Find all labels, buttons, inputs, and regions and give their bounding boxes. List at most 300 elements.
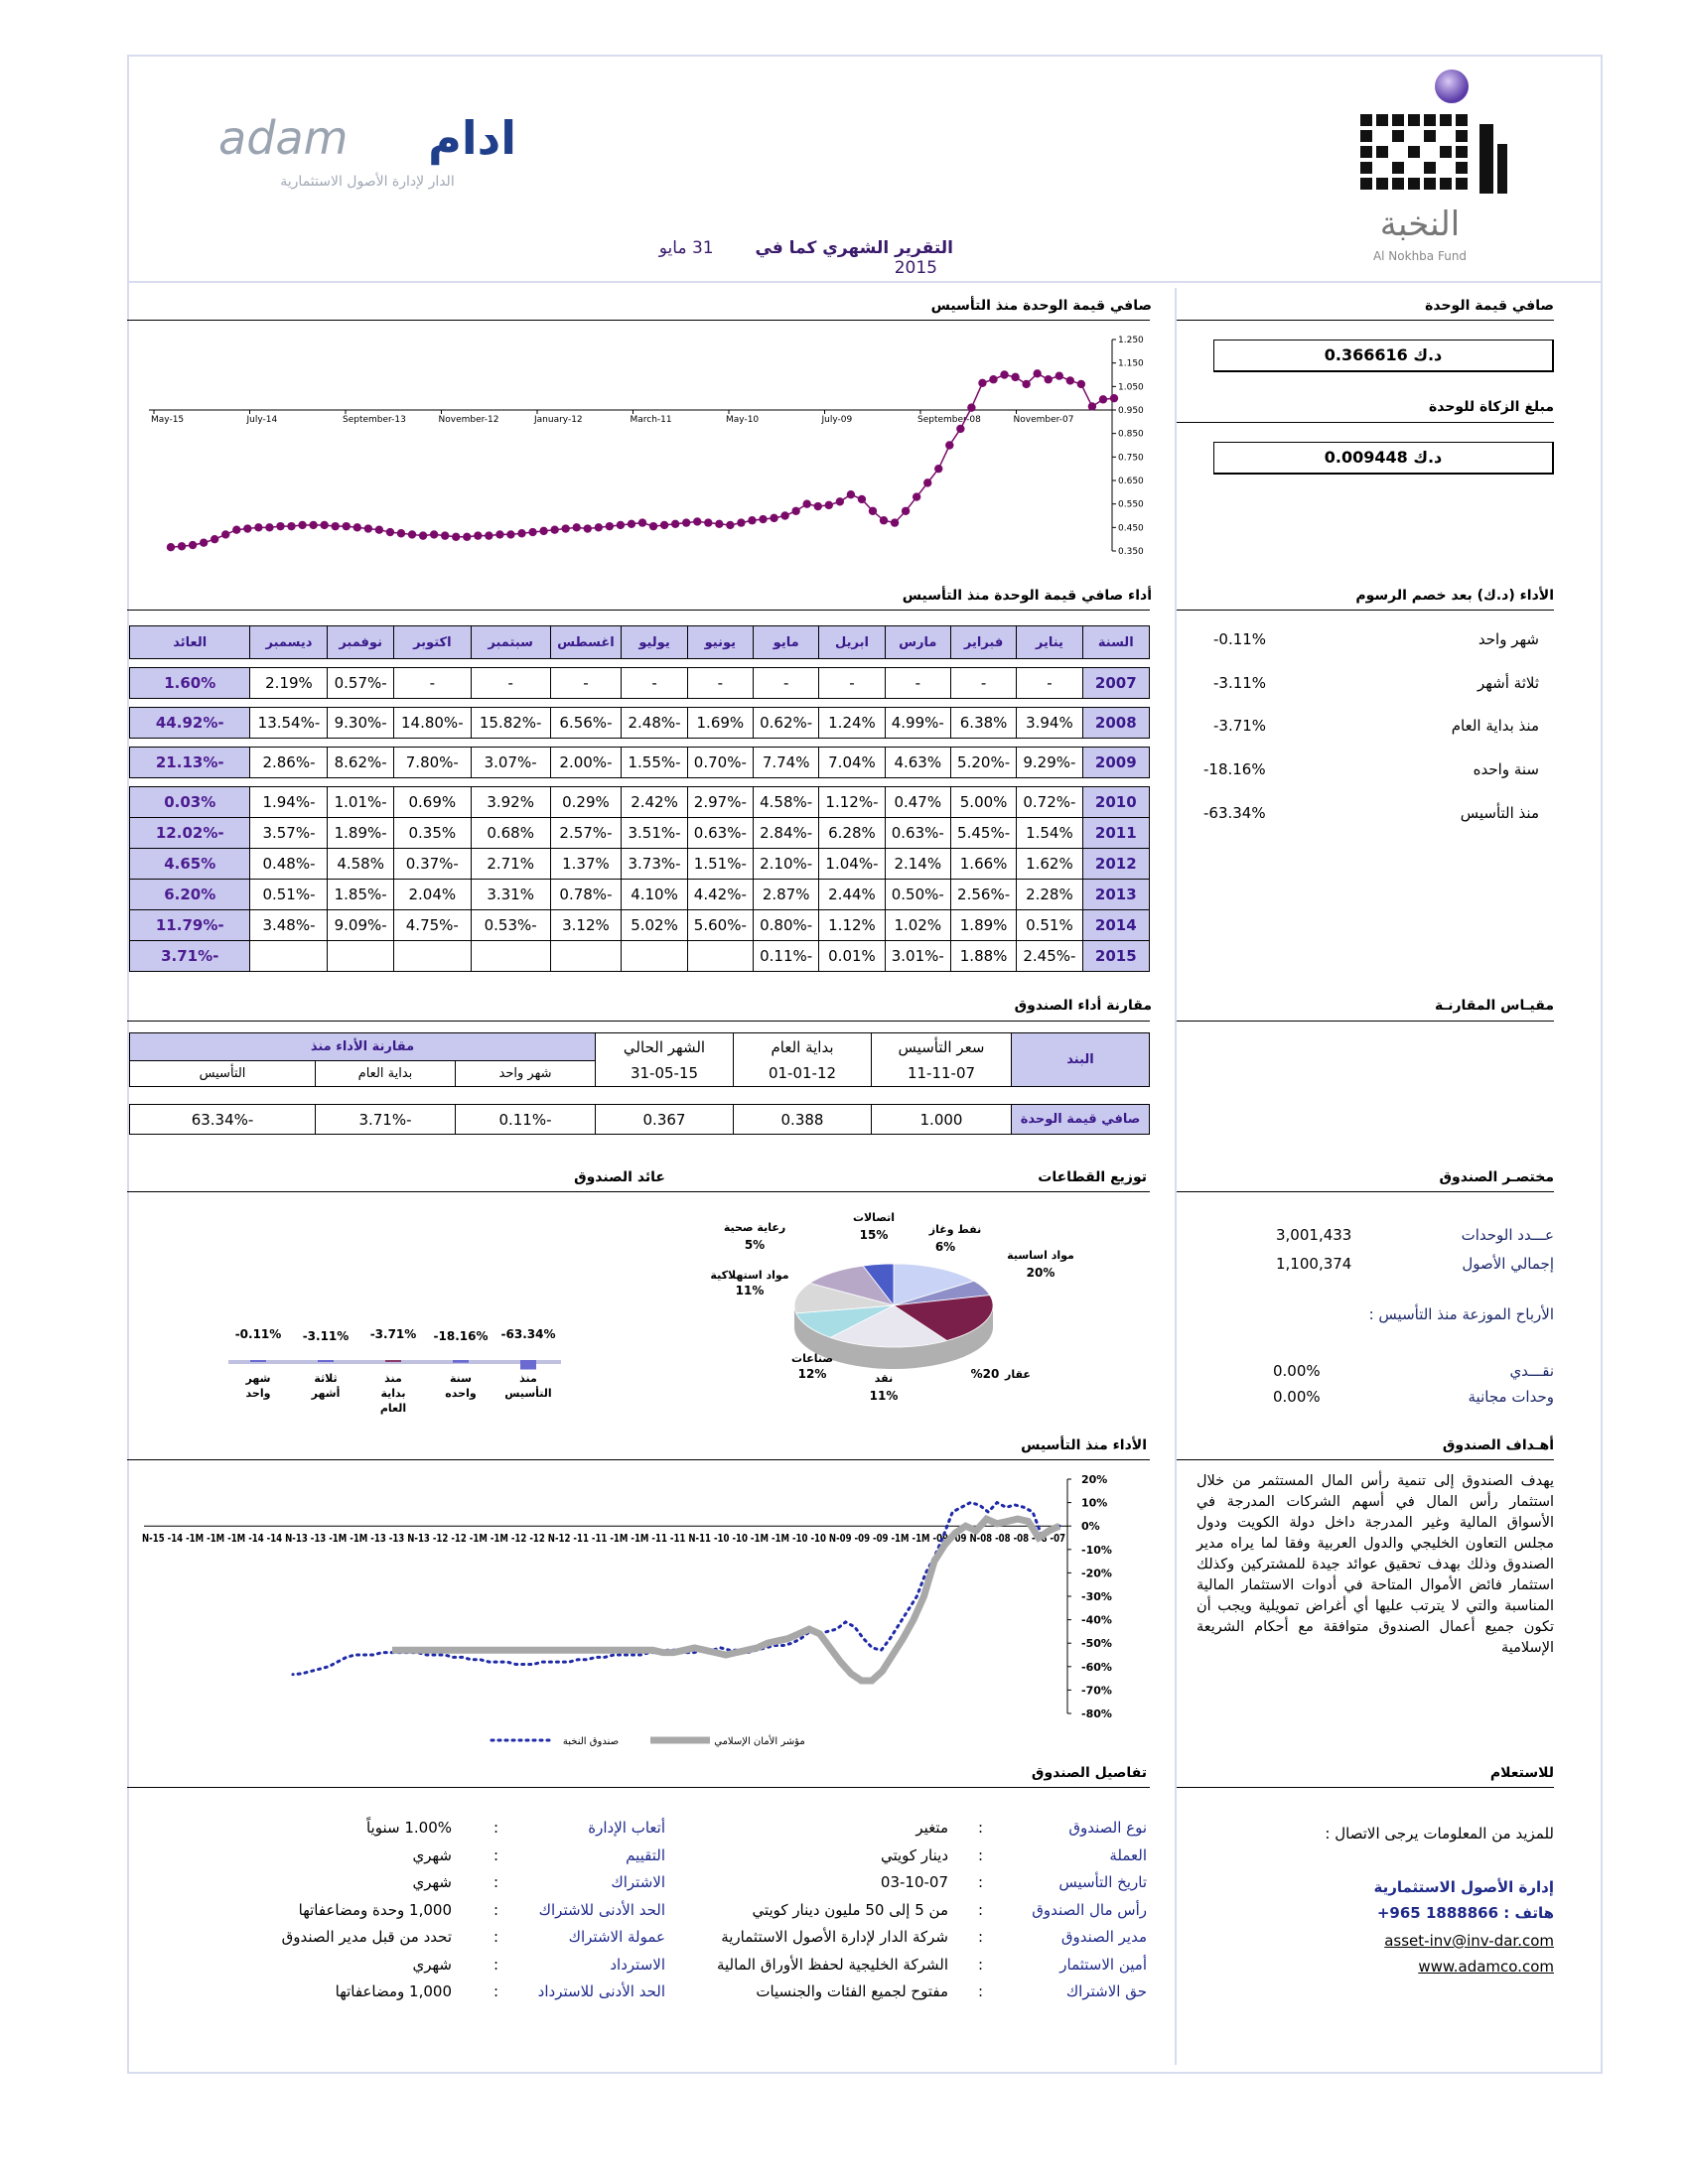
- perf-month-cell: -2.45%: [1017, 941, 1082, 972]
- returns-bar: [250, 1360, 266, 1362]
- cash-value: 0.00%: [1273, 1362, 1321, 1380]
- perf-header-cell: مايو: [754, 626, 819, 659]
- perf-y-tick-label: -50%: [1081, 1637, 1112, 1651]
- detail-value: شهري: [412, 1873, 452, 1891]
- perf-month-cell: -: [1017, 668, 1082, 699]
- table-row: [130, 668, 1150, 699]
- nav-point: [561, 524, 569, 532]
- cash-label: نقـــدي: [1509, 1362, 1554, 1380]
- returns-title: عائد الصندوق: [574, 1169, 665, 1185]
- bonus-label: وحدات مجانية: [1468, 1388, 1554, 1406]
- nav-point: [287, 522, 295, 530]
- nav-point: [232, 526, 240, 534]
- nav-x-tick-label: November-12: [438, 415, 499, 425]
- report-date-year: 2015: [894, 258, 937, 278]
- cmp-row-value: -63.34%: [130, 1105, 316, 1135]
- returns-category-label: العام: [379, 1402, 407, 1415]
- nav-point: [671, 520, 679, 528]
- pie-slice-label: 5%: [744, 1238, 766, 1252]
- perf-month-cell: -2.57%: [550, 818, 622, 849]
- perf-month-cell: -4.75%: [393, 910, 471, 941]
- perf-chart-title: الأداء منذ التأسيس: [1021, 1437, 1147, 1453]
- nav-value-box: [1213, 340, 1554, 372]
- nav-point: [178, 542, 186, 550]
- perf-y-tick-label: -30%: [1081, 1590, 1112, 1603]
- detail-colon: :: [493, 1928, 499, 1946]
- perf-month-cell: 1.54%: [1017, 818, 1082, 849]
- detail-colon: :: [978, 1928, 984, 1946]
- perf-month-cell: -: [471, 668, 550, 699]
- nav-chart-title: صافي قيمة الوحدة منذ التأسيس: [930, 298, 1152, 314]
- nav-point: [167, 543, 175, 551]
- cmp-inception-date: 11-11-07: [872, 1061, 1012, 1087]
- nav-point: [1011, 373, 1019, 381]
- nav-point: [528, 528, 536, 536]
- side-perf-line: [1177, 610, 1554, 611]
- cmp-month-date: 31-05-15: [596, 1061, 734, 1087]
- returns-bar-label: -3.11%: [302, 1329, 350, 1343]
- perf-header-cell: مارس: [885, 626, 950, 659]
- detail-label: الاسترداد: [610, 1955, 665, 1974]
- perf-month-cell: 6.38%: [950, 708, 1016, 739]
- perf-header-cell: اكتوبر: [393, 626, 471, 659]
- perf-month-cell: 1.66%: [950, 849, 1016, 880]
- detail-label: الحد الأدنى للاسترداد: [537, 1982, 665, 2000]
- returns-bar-label: -0.11%: [234, 1327, 282, 1341]
- zakat-title: مبلغ الزكاة للوحدة: [1428, 399, 1554, 415]
- perf-month-cell: 2.42%: [622, 787, 687, 818]
- detail-colon: :: [493, 1845, 499, 1864]
- table-row: [130, 818, 1150, 849]
- perf-return-cell: 0.03%: [130, 787, 250, 818]
- perf-month-cell: 2.71%: [471, 849, 550, 880]
- detail-value: من 5 إلى 50 مليون دينار كويتي: [752, 1900, 948, 1919]
- perf-month-cell: -1.55%: [622, 748, 687, 778]
- nav-point: [945, 441, 953, 449]
- nav-x-tick-label: January-12: [534, 415, 583, 425]
- perf-year-cell: 2010: [1082, 787, 1149, 818]
- nav-x-tick-label: March-11: [630, 415, 672, 425]
- nav-x-tick-label: May-15: [151, 415, 185, 425]
- perf-month-cell: -: [819, 668, 885, 699]
- perf-month-cell: -1.89%: [328, 818, 393, 849]
- perf-return-cell: -11.79%: [130, 910, 250, 941]
- legend-index-label: مؤشر الأمان الإسلامي: [714, 1736, 805, 1747]
- cmp-row-value: 0.367: [596, 1105, 734, 1135]
- assets-value: 1,100,374: [1276, 1255, 1352, 1273]
- perf-y-tick-label: -70%: [1081, 1684, 1112, 1698]
- pie-slice-label: 11%: [735, 1284, 765, 1297]
- perf-month-cell: 1.37%: [550, 849, 622, 880]
- perf-month-cell: -2.84%: [754, 818, 819, 849]
- table-row: [130, 910, 1150, 941]
- perf-month-cell: -0.51%: [250, 880, 328, 910]
- perf-month-cell: -1.51%: [687, 849, 753, 880]
- nav-point: [221, 530, 229, 538]
- nav-point: [1088, 402, 1096, 410]
- zakat-value-box: [1213, 442, 1554, 475]
- nav-point: [331, 522, 339, 530]
- nav-point: [517, 529, 525, 537]
- perf-month-cell: 0.47%: [885, 787, 950, 818]
- perf-header-cell: يناير: [1017, 626, 1082, 659]
- nav-point: [1045, 375, 1053, 383]
- perf-month-cell: [328, 941, 393, 972]
- nav-point: [452, 533, 460, 541]
- nav-point: [1033, 369, 1041, 377]
- nav-point: [419, 531, 427, 539]
- perf-month-cell: -2.00%: [550, 748, 622, 778]
- table-row: [130, 748, 1150, 778]
- nav-point: [737, 518, 745, 526]
- nav-point: [978, 379, 986, 387]
- perf-month-cell: 1.88%: [950, 941, 1016, 972]
- perf-month-cell: 1.69%: [687, 708, 753, 739]
- nav-point: [364, 524, 372, 532]
- perf-y-tick-label: -20%: [1081, 1567, 1112, 1580]
- pie-slice-label: %20: [970, 1367, 1000, 1381]
- nav-point: [902, 507, 910, 515]
- returns-category-label: التأسيس: [504, 1387, 552, 1400]
- side-perf-label-2: منذ بداية العام: [1451, 717, 1539, 735]
- perf-month-cell: -0.48%: [250, 849, 328, 880]
- detail-colon: :: [978, 1982, 984, 2000]
- table-row: [130, 849, 1150, 880]
- nav-y-tick-label: 0.450: [1118, 523, 1144, 534]
- side-perf-value-4: -63.34%: [1203, 804, 1266, 822]
- adam-logo-latin: adam: [218, 111, 349, 165]
- sectors-title-line: [127, 1191, 1150, 1192]
- detail-colon: :: [493, 1900, 499, 1919]
- nav-point: [1000, 370, 1008, 378]
- detail-value: 03-10-07: [880, 1873, 948, 1891]
- nav-point: [397, 529, 405, 537]
- table-row: [130, 708, 1150, 739]
- email-link[interactable]: asset-inv@inv-dar.com: [1384, 1932, 1554, 1950]
- perf-month-cell: 2.14%: [885, 849, 950, 880]
- perf-y-tick-label: -40%: [1081, 1613, 1112, 1627]
- perf-month-cell: 5.02%: [622, 910, 687, 941]
- pie-slice-name: رعاية صحية: [723, 1221, 786, 1234]
- perf-month-cell: 0.69%: [393, 787, 471, 818]
- perf-month-cell: 1.12%: [819, 910, 885, 941]
- perf-month-cell: -14.80%: [393, 708, 471, 739]
- table-row: [130, 941, 1150, 972]
- objectives-title: أهـداف الصندوق: [1442, 1437, 1554, 1453]
- nav-point: [353, 523, 361, 531]
- perf-month-cell: -7.80%: [393, 748, 471, 778]
- detail-value: تحدد من قبل مدير الصندوق: [281, 1928, 452, 1946]
- perf-return-cell: -12.02%: [130, 818, 250, 849]
- perf-month-cell: -0.50%: [885, 880, 950, 910]
- perf-month-cell: -9.09%: [328, 910, 393, 941]
- cmp-ytd-date: 01-01-12: [734, 1061, 872, 1087]
- returns-bar-label: -63.34%: [500, 1327, 556, 1341]
- pie-slice-name: اتصالات: [852, 1211, 896, 1224]
- side-perf-value-1: -3.11%: [1213, 674, 1267, 692]
- nav-x-tick-label: July-14: [246, 415, 278, 425]
- nav-point: [989, 375, 997, 383]
- detail-label: أمين الاستثمار: [1059, 1955, 1147, 1974]
- returns-category-label: واحده: [445, 1387, 477, 1400]
- perf-header-cell: نوفمبر: [328, 626, 393, 659]
- perf-chart: [134, 1467, 1157, 1755]
- nav-point: [791, 507, 799, 515]
- nav-point: [682, 518, 690, 526]
- returns-category-label: واحد: [245, 1387, 271, 1400]
- perf-header-cell: سبتمبر: [471, 626, 550, 659]
- perf-month-cell: [471, 941, 550, 972]
- returns-bar-label: -3.71%: [369, 1327, 417, 1341]
- detail-label: أتعاب الإدارة: [588, 1819, 665, 1837]
- nav-point: [649, 522, 657, 530]
- perf-table-title-line: [127, 610, 1150, 611]
- pie-slice-label: 6%: [934, 1240, 956, 1254]
- pie-slice-label: 12%: [797, 1367, 827, 1381]
- nav-point: [1077, 380, 1085, 388]
- perf-month-cell: 0.29%: [550, 787, 622, 818]
- nav-point: [715, 520, 723, 528]
- comparison-table: [129, 1032, 1150, 1135]
- nav-point: [309, 521, 317, 529]
- nav-point: [1110, 394, 1118, 402]
- nav-x-tick-label: May-10: [726, 415, 760, 425]
- perf-month-cell: -5.60%: [687, 910, 753, 941]
- nav-point: [923, 478, 931, 486]
- perf-chart-title-line: [127, 1459, 1150, 1460]
- objectives-line: [1177, 1459, 1554, 1460]
- returns-bar: [453, 1360, 469, 1363]
- nav-point: [628, 520, 635, 528]
- detail-colon: :: [978, 1873, 984, 1891]
- perf-header-cell: فبراير: [950, 626, 1016, 659]
- nav-chart-title-line: [127, 320, 1150, 321]
- detail-colon: :: [493, 1873, 499, 1891]
- detail-label: التقييم: [626, 1845, 665, 1864]
- nav-y-tick-label: 0.750: [1118, 453, 1144, 464]
- nav-point: [386, 528, 394, 536]
- returns-category-label: سنة: [450, 1372, 472, 1385]
- benchmark-title: مقيـاس المقارنـة: [1434, 998, 1554, 1014]
- cmp-row-value: -0.11%: [456, 1105, 596, 1135]
- perf-month-cell: -6.56%: [550, 708, 622, 739]
- nav-point: [1022, 380, 1030, 388]
- summary-line: [1177, 1191, 1554, 1192]
- legend-fund-label: صندوق النخبة: [562, 1736, 620, 1747]
- nav-point: [825, 501, 833, 509]
- adam-logo-arabic: ادام: [428, 111, 516, 165]
- nav-point: [573, 523, 581, 531]
- perf-month-cell: -: [393, 668, 471, 699]
- cmp-row-value: 0.388: [734, 1105, 872, 1135]
- perf-month-cell: -8.62%: [328, 748, 393, 778]
- perf-month-cell: [622, 941, 687, 972]
- perf-year-cell: 2007: [1082, 668, 1149, 699]
- returns-bar: [385, 1360, 401, 1362]
- nav-point: [441, 531, 449, 539]
- detail-value: شركة الدار لإدارة الأصول الاستثمارية: [721, 1928, 948, 1946]
- perf-month-cell: 0.35%: [393, 818, 471, 849]
- perf-month-cell: -9.30%: [328, 708, 393, 739]
- perf-month-cell: 2.44%: [819, 880, 885, 910]
- compare-title: مقارنة أداء الصندوق: [1014, 998, 1152, 1014]
- returns-bar-label: -18.16%: [433, 1329, 489, 1343]
- nav-point: [759, 515, 767, 523]
- perf-month-cell: -4.42%: [687, 880, 753, 910]
- perf-month-cell: 3.94%: [1017, 708, 1082, 739]
- perf-month-cell: -1.94%: [250, 787, 328, 818]
- perf-month-cell: 7.04%: [819, 748, 885, 778]
- perf-y-tick-label: 10%: [1081, 1496, 1108, 1510]
- detail-colon: :: [978, 1955, 984, 1974]
- detail-value: الشركة الخليجية لحفظ الأوراق المالية: [716, 1955, 948, 1974]
- perf-year-cell: 2012: [1082, 849, 1149, 880]
- nav-point: [495, 530, 503, 538]
- cmp-row-label: صافي قيمة الوحدة: [1012, 1105, 1150, 1135]
- perf-month-cell: -3.01%: [885, 941, 950, 972]
- perf-month-cell: 1.24%: [819, 708, 885, 739]
- perf-month-cell: -5.20%: [950, 748, 1016, 778]
- nav-point: [726, 521, 734, 529]
- nav-x-tick-label: September-13: [343, 415, 406, 425]
- nav-point: [485, 531, 492, 539]
- perf-month-cell: -: [950, 668, 1016, 699]
- details-title: تفاصيل الصندوق: [1031, 1765, 1147, 1781]
- perf-month-cell: 2.28%: [1017, 880, 1082, 910]
- nav-point: [375, 526, 383, 534]
- nav-point: [430, 530, 438, 538]
- detail-label: حق الاشتراك: [1065, 1982, 1147, 2000]
- nav-title-line: [1177, 320, 1554, 321]
- table-row: [130, 880, 1150, 910]
- perf-month-cell: -: [754, 668, 819, 699]
- perf-return-cell: 1.60%: [130, 668, 250, 699]
- nav-point: [243, 524, 251, 532]
- perf-month-cell: 6.28%: [819, 818, 885, 849]
- detail-value: متغير: [915, 1819, 948, 1837]
- cmp-item-label: البند: [1012, 1033, 1150, 1087]
- nav-point: [836, 497, 844, 505]
- side-perf-label-3: سنة واحده: [1473, 760, 1539, 778]
- returns-category-label: منذ: [519, 1372, 537, 1385]
- perf-month-cell: 3.31%: [471, 880, 550, 910]
- perf-month-cell: -2.48%: [622, 708, 687, 739]
- perf-month-cell: -: [687, 668, 753, 699]
- perf-month-cell: -: [550, 668, 622, 699]
- perf-year-cell: 2008: [1082, 708, 1149, 739]
- returns-category-label: بداية: [380, 1387, 406, 1400]
- detail-label: الحد الأدنى للاشتراك: [538, 1900, 665, 1919]
- detail-label: العملة: [1109, 1845, 1147, 1864]
- perf-month-cell: -0.72%: [1017, 787, 1082, 818]
- perf-month-cell: 7.74%: [754, 748, 819, 778]
- adam-logo-sub: الدار لإدارة الأصول الاستثمارية: [280, 174, 455, 190]
- nav-point: [254, 523, 262, 531]
- perf-month-cell: -3.73%: [622, 849, 687, 880]
- perf-month-cell: 5.00%: [950, 787, 1016, 818]
- contact-title: للاستعلام: [1489, 1765, 1554, 1781]
- pie-slice-name: مواد اساسية: [1007, 1249, 1074, 1262]
- detail-colon: :: [493, 1955, 499, 1974]
- side-divider: [1175, 288, 1177, 2065]
- perf-month-cell: -0.57%: [328, 668, 393, 699]
- detail-colon: :: [493, 1982, 499, 2000]
- perf-month-cell: 2.19%: [250, 668, 328, 699]
- detail-label: مدير الصندوق: [1060, 1928, 1147, 1946]
- perf-month-cell: -0.78%: [550, 880, 622, 910]
- nav-y-tick-label: 0.650: [1118, 477, 1144, 486]
- perf-header-cell: اغسطس: [550, 626, 622, 659]
- nav-point: [956, 425, 964, 433]
- report-date-day: 31 مايو: [658, 238, 714, 258]
- side-perf-value-0: -0.11%: [1213, 630, 1267, 648]
- perf-return-cell: -44.92%: [130, 708, 250, 739]
- returns-category-label: أشهر: [311, 1387, 341, 1400]
- nav-point: [211, 535, 218, 543]
- nav-y-tick-label: 0.850: [1118, 429, 1144, 440]
- perf-return-cell: 6.20%: [130, 880, 250, 910]
- nav-x-tick-label: September-08: [917, 415, 981, 425]
- nav-point: [847, 490, 855, 498]
- perf-month-cell: -1.01%: [328, 787, 393, 818]
- perf-month-cell: -0.11%: [754, 941, 819, 972]
- nav-point: [880, 516, 888, 524]
- adam-logo: [213, 104, 531, 204]
- side-perf-label-1: ثلاثة أشهر: [1477, 674, 1539, 692]
- perf-month-cell: 0.01%: [819, 941, 885, 972]
- nav-point: [704, 518, 712, 526]
- nav-point: [463, 533, 471, 541]
- returns-bar: [318, 1360, 334, 1362]
- perf-table-title: أداء صافي قيمة الوحدة منذ التأسيس: [902, 588, 1152, 604]
- perf-month-cell: -1.04%: [819, 849, 885, 880]
- web-link[interactable]: www.adamco.com: [1418, 1958, 1554, 1976]
- perf-month-cell: -1.12%: [819, 787, 885, 818]
- perf-month-cell: 1.02%: [885, 910, 950, 941]
- objectives-text: يهدف الصندوق إلى تنمية رأس المال المستثمر من خلال استثمار رأس المال في أسهم الشركات المدرجة في الأسواق المالية وغير المدرجة داخل دولة الكويت ودول مجلس التعاون الخليجي والدول العربية وفقا لما يراه مدير الصندوق وذلك بهدف تحقيق عوائد جيدة للمشتركين وكذلك استثمار فائض الأموال المتاحة في أدوات الاستثمار المالية المناسبة والتي لا يترتب عليها أي أغراض تمويلية ويجب أن تكون جميع أعمال الصندوق متوافقة مع أحكام الشريعة الإسلامية: [1196, 1473, 1554, 1656]
- perf-month-cell: 2.87%: [754, 880, 819, 910]
- perf-y-tick-label: -80%: [1081, 1707, 1112, 1720]
- detail-value: مفتوح لجميع الفئات والجنسيات: [756, 1982, 948, 2000]
- side-perf-label-4: منذ التأسيس: [1460, 804, 1539, 822]
- detail-value: 1.00% سنوياً: [365, 1819, 452, 1837]
- nav-value: 0.366616 د.ك: [1324, 345, 1443, 364]
- nav-point: [265, 523, 273, 531]
- perf-year-cell: 2014: [1082, 910, 1149, 941]
- nav-point: [858, 495, 866, 503]
- perf-month-cell: 3.12%: [550, 910, 622, 941]
- perf-month-cell: -0.80%: [754, 910, 819, 941]
- nav-y-tick-label: 0.350: [1118, 547, 1144, 557]
- perf-month-cell: [550, 941, 622, 972]
- nav-title: صافي قيمة الوحدة: [1425, 298, 1554, 314]
- perf-month-cell: -0.70%: [687, 748, 753, 778]
- nav-point: [1055, 371, 1063, 379]
- nav-point: [506, 530, 514, 538]
- detail-value: دينار كويتي: [880, 1845, 948, 1864]
- nav-y-tick-label: 1.050: [1118, 382, 1144, 393]
- pie-slice-name: عقار: [1005, 1368, 1031, 1381]
- perf-month-cell: -0.63%: [885, 818, 950, 849]
- perf-month-cell: -0.62%: [754, 708, 819, 739]
- nav-point: [814, 502, 822, 510]
- cmp-row-value: 1.000: [872, 1105, 1012, 1135]
- pie-slice-name: نفط وغاز: [928, 1223, 982, 1236]
- dist-title: الأرباح الموزعة منذ التأسيس :: [1368, 1305, 1554, 1323]
- perf-header-cell: ديسمبر: [250, 626, 328, 659]
- nav-point: [891, 518, 899, 526]
- contact-line: [1177, 1787, 1554, 1788]
